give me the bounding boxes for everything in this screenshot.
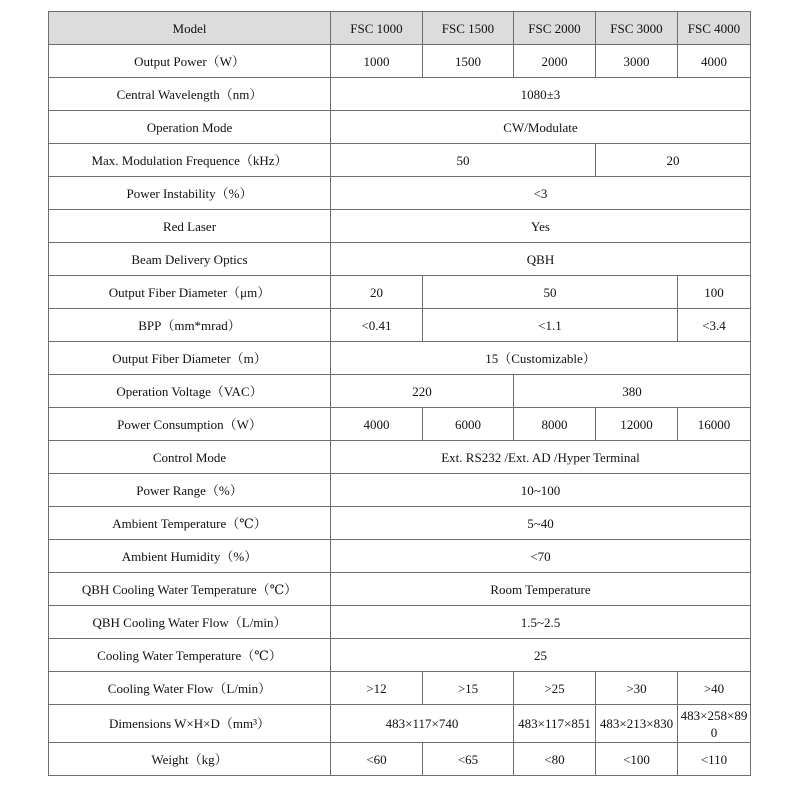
row-label: Operation Mode [49, 111, 331, 144]
table-cell: 3000 [596, 45, 678, 78]
table-row [49, 342, 751, 375]
specification-table [48, 11, 751, 776]
table-cell: Room Temperature [331, 573, 751, 606]
table-cell: <100 [596, 743, 678, 776]
row-label: Power Instability（%） [49, 177, 331, 210]
header-model: Model [49, 12, 331, 45]
table-row [49, 672, 751, 705]
table-cell: <80 [514, 743, 596, 776]
table-row [49, 111, 751, 144]
row-label: QBH Cooling Water Temperature（℃） [49, 573, 331, 606]
table-row [49, 639, 751, 672]
table-header-row [49, 12, 751, 45]
row-label: Control Mode [49, 441, 331, 474]
table-cell: QBH [331, 243, 751, 276]
header-fsc4000: FSC 4000 [678, 12, 751, 45]
table-cell: 16000 [678, 408, 751, 441]
table-cell: 4000 [678, 45, 751, 78]
table-cell: 1000 [331, 45, 423, 78]
table-cell: 4000 [331, 408, 423, 441]
table-cell: <70 [331, 540, 751, 573]
row-label: Operation Voltage（VAC） [49, 375, 331, 408]
row-label: Cooling Water Temperature（℃） [49, 639, 331, 672]
table-cell: 8000 [514, 408, 596, 441]
row-label: Power Consumption（W） [49, 408, 331, 441]
table-row [49, 743, 751, 776]
row-label: Central Wavelength（nm） [49, 78, 331, 111]
row-label: Cooling Water Flow（L/min） [49, 672, 331, 705]
table-cell: 1500 [423, 45, 514, 78]
row-label: Dimensions W×H×D（mm³） [49, 705, 331, 743]
table-row [49, 78, 751, 111]
header-fsc1500: FSC 1500 [423, 12, 514, 45]
row-label: Power Range（%） [49, 474, 331, 507]
table-cell: 50 [423, 276, 678, 309]
table-cell: 380 [514, 375, 751, 408]
table-cell: <1.1 [423, 309, 678, 342]
table-cell: <110 [678, 743, 751, 776]
table-cell: Yes [331, 210, 751, 243]
table-cell: >40 [678, 672, 751, 705]
table-row [49, 540, 751, 573]
row-label: Beam Delivery Optics [49, 243, 331, 276]
table-cell: 15（Customizable） [331, 342, 751, 375]
table-cell: <0.41 [331, 309, 423, 342]
cell-text: 483×117×851 [518, 716, 591, 731]
table-cell: 12000 [596, 408, 678, 441]
table-cell [514, 705, 596, 743]
table-row [49, 408, 751, 441]
row-label: Weight（kg） [49, 743, 331, 776]
row-label: Ambient Humidity（%） [49, 540, 331, 573]
table-cell: 1080±3 [331, 78, 751, 111]
table-cell: 25 [331, 639, 751, 672]
table-cell [596, 705, 678, 743]
row-label: QBH Cooling Water Flow（L/min） [49, 606, 331, 639]
row-label: BPP（mm*mrad） [49, 309, 331, 342]
row-label: Max. Modulation Frequence（kHz） [49, 144, 331, 177]
cell-text: 483×258×890 [680, 707, 748, 740]
table-cell: Ext. RS232 /Ext. AD /Hyper Terminal [331, 441, 751, 474]
table-cell: 50 [331, 144, 596, 177]
table-cell: >12 [331, 672, 423, 705]
table-cell: 10~100 [331, 474, 751, 507]
table-row [49, 210, 751, 243]
table-cell: CW/Modulate [331, 111, 751, 144]
table-row [49, 573, 751, 606]
table-cell: 5~40 [331, 507, 751, 540]
table-row [49, 441, 751, 474]
row-label: Output Fiber Diameter（m） [49, 342, 331, 375]
table-cell: <65 [423, 743, 514, 776]
table-cell: >30 [596, 672, 678, 705]
table-row [49, 507, 751, 540]
table-row [49, 705, 751, 743]
table-cell: 6000 [423, 408, 514, 441]
table-cell: 2000 [514, 45, 596, 78]
table-cell: >15 [423, 672, 514, 705]
row-label: Red Laser [49, 210, 331, 243]
table-row [49, 45, 751, 78]
row-label: Output Power（W） [49, 45, 331, 78]
table-cell: 100 [678, 276, 751, 309]
header-fsc2000: FSC 2000 [514, 12, 596, 45]
header-fsc1000: FSC 1000 [331, 12, 423, 45]
table-row [49, 276, 751, 309]
row-label: Ambient Temperature（℃） [49, 507, 331, 540]
table-row [49, 606, 751, 639]
cell-text: 483×213×830 [599, 716, 674, 731]
row-label: Output Fiber Diameter（μm） [49, 276, 331, 309]
table-row [49, 375, 751, 408]
table-cell: 20 [331, 276, 423, 309]
table-cell [678, 705, 751, 743]
table-row [49, 474, 751, 507]
table-cell: >25 [514, 672, 596, 705]
table-cell: 20 [596, 144, 751, 177]
table-cell: <3.4 [678, 309, 751, 342]
table-cell: 1.5~2.5 [331, 606, 751, 639]
table-row [49, 144, 751, 177]
table-cell: 220 [331, 375, 514, 408]
table-cell: <60 [331, 743, 423, 776]
table-cell: 483×117×740 [331, 705, 514, 743]
table-row [49, 177, 751, 210]
table-row [49, 309, 751, 342]
header-fsc3000: FSC 3000 [596, 12, 678, 45]
table-row [49, 243, 751, 276]
table-cell: <3 [331, 177, 751, 210]
